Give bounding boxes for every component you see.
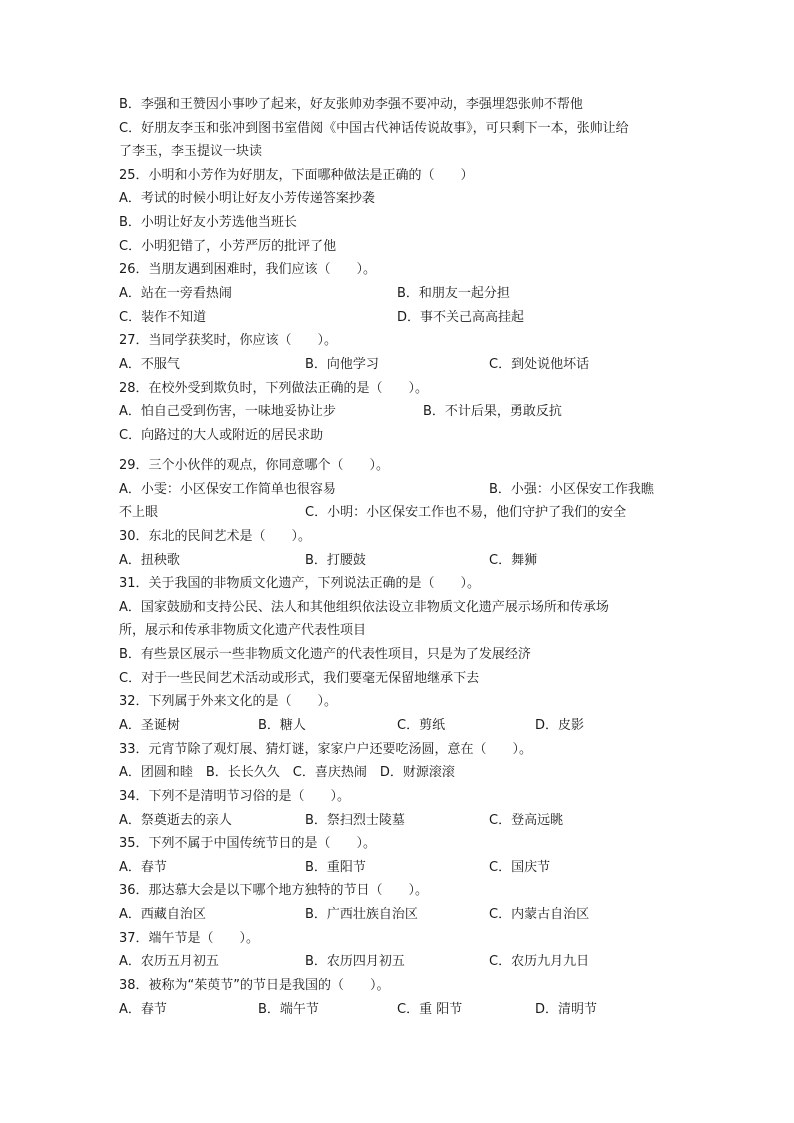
option-text: 所，展示和传承非物质文化遗产代表性项目 (119, 623, 367, 638)
question-35: 35．下列不属于中国传统节日的是（ ）。 (119, 836, 377, 851)
option-text: B．和朋友一起分担 (397, 286, 510, 301)
question-28: 28．在校外受到欺负时，下列做法正确的是（ ）。 (119, 381, 429, 396)
option-text: A．团圆和睦 B．长长久久 C．喜庆热闹 D．财源滚滚 (119, 765, 455, 780)
option-text: D．事不关己高高挂起 (397, 310, 525, 325)
option-text: A．考试的时候小明让好友小芳传递答案抄袭 (119, 191, 375, 206)
option-text: A．怕自己受到伤害，一味地妥协让步 (119, 404, 336, 419)
option-text: A．站在一旁看热闹 (119, 286, 232, 301)
option-text: B．向他学习 (305, 357, 379, 372)
option-text: B．不计后果，勇敢反抗 (423, 404, 562, 419)
option-text: A．西藏自治区 (119, 907, 206, 922)
option-text: B．端午节 (258, 1002, 319, 1017)
question-33: 33．元宵节除了观灯展、猜灯谜，家家户户还要吃汤圆，意在（ ）。 (119, 742, 533, 757)
option-text: C．向路过的大人或附近的居民求助 (119, 428, 324, 443)
option-text: A．春节 (119, 1002, 167, 1017)
question-25: 25．小明和小芳作为好朋友，下面哪种做法是正确的（ ） (119, 168, 474, 183)
option-text: A．国家鼓励和支持公民、法人和其他组织依法设立非物质文化遗产展示场所和传承场 (119, 600, 609, 615)
option-text: C．小明犯错了，小芳严厉的批评了他 (119, 239, 337, 254)
option-text: A．圣诞树 (119, 718, 180, 733)
question-30: 30．东北的民间艺术是（ ）。 (119, 529, 312, 544)
question-29: 29．三个小伙伴的观点，你同意哪个（ ）。 (119, 458, 390, 473)
question-31: 31．关于我国的非物质文化遗产，下列说法正确的是（ ）。 (119, 576, 481, 591)
option-text: B．农历四月初五 (305, 954, 405, 969)
option-text: 不上眼 (119, 505, 159, 520)
question-36: 36．那达慕大会是以下哪个地方独特的节日（ ）。 (119, 883, 429, 898)
option-text: C．剪纸 (397, 718, 446, 733)
option-text: A．扭秧歌 (119, 553, 180, 568)
option-text: A．农历五月初五 (119, 954, 219, 969)
question-34: 34．下列不是清明节习俗的是（ ）。 (119, 789, 351, 804)
option-text: C．好朋友李玉和张冲到图书室借阅《中国古代神话传说故事》，可只剩下一本，张帅让给 (119, 121, 629, 136)
option-text: C．登高远眺 (489, 813, 564, 828)
option-text: D．清明节 (535, 1002, 598, 1017)
question-26: 26．当朋友遇到困难时，我们应该（ ）。 (119, 262, 377, 277)
question-38: 38．被称为“茱萸节”的节日是我国的（ ）。 (119, 978, 390, 993)
option-text: A．小雯：小区保安工作简单也很容易 (119, 482, 336, 497)
option-text: B．祭扫烈士陵墓 (305, 813, 405, 828)
question-37: 37．端午节是（ ）。 (119, 931, 260, 946)
option-text: B．有些景区展示一些非物质文化遗产的代表性项目，只是为了发展经济 (119, 647, 531, 662)
option-text: C．农历九月九日 (489, 954, 590, 969)
option-text: B．打腰鼓 (305, 553, 366, 568)
question-27: 27．当同学获奖时，你应该（ ）。 (119, 333, 338, 348)
option-text: B．广西壮族自治区 (305, 907, 418, 922)
option-text: 了李玉，李玉提议一块读 (119, 144, 263, 159)
option-text: B．小强：小区保安工作我瞧 (489, 482, 654, 497)
option-text: C．内蒙古自治区 (489, 907, 590, 922)
option-text: B．李强和王赞因小事吵了起来，好友张帅劝李强不要冲动，李强埋怨张帅不帮他 (119, 97, 583, 112)
option-text: A．祭奠逝去的亲人 (119, 813, 232, 828)
option-text: C．到处说他坏话 (489, 357, 590, 372)
option-text: B．糖人 (258, 718, 306, 733)
question-32: 32．下列属于外来文化的是（ ）。 (119, 694, 338, 709)
option-text: C．重 阳节 (397, 1002, 463, 1017)
option-text: C．对于一些民间艺术活动或形式，我们要毫无保留地继承下去 (119, 671, 480, 686)
option-text: D．皮影 (535, 718, 585, 733)
option-text: C．舞狮 (489, 553, 538, 568)
option-text: A．春节 (119, 860, 167, 875)
option-text: C．国庆节 (489, 860, 551, 875)
option-text: B．重阳节 (305, 860, 366, 875)
option-text: B．小明让好友小芳选他当班长 (119, 215, 297, 230)
option-text: A．不服气 (119, 357, 180, 372)
option-text: C．装作不知道 (119, 310, 207, 325)
option-text: C．小明：小区保安工作也不易，他们守护了我们的安全 (305, 505, 627, 520)
